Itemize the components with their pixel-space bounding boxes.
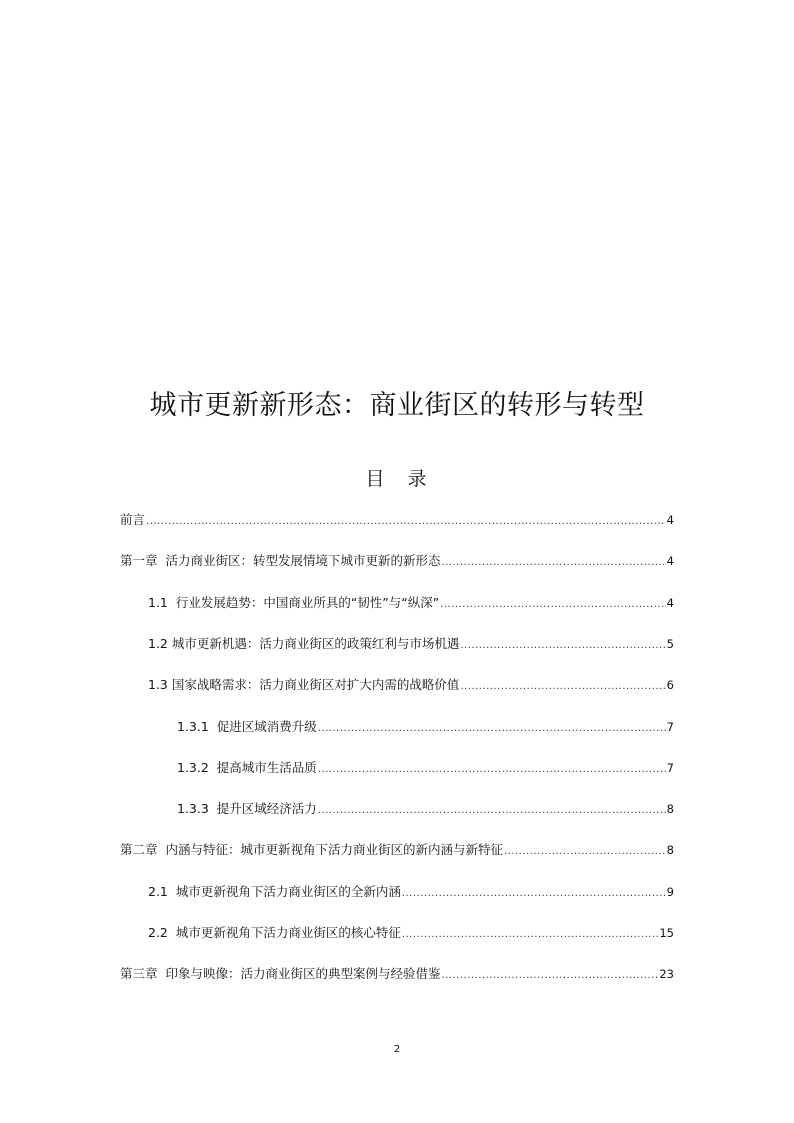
toc-entry-page-number: 4 (666, 596, 674, 610)
toc-entry[interactable] (120, 962, 674, 986)
toc-dot-leader (318, 717, 666, 741)
toc-dot-leader (441, 551, 665, 575)
toc-dot-leader (402, 882, 666, 906)
toc-heading: 目 录 (365, 468, 429, 490)
toc-entry[interactable] (148, 880, 674, 904)
toc-dot-leader (504, 840, 666, 864)
toc-entry[interactable] (148, 673, 674, 697)
toc-entry-page-number: 7 (666, 720, 674, 734)
toc-entry[interactable] (120, 549, 674, 573)
toc-entry[interactable] (148, 921, 674, 945)
toc-entry-label: 2.2 城市更新视角下活力商业街区的核心特征 (148, 925, 401, 940)
toc-dot-leader (460, 675, 665, 699)
toc-dot-leader (318, 799, 666, 823)
toc-entry-page-number: 15 (659, 926, 674, 940)
toc-entry-page-number: 7 (666, 761, 674, 775)
toc-entry-label: 1.2 城市更新机遇：活力商业街区的政策红利与市场机遇 (148, 636, 460, 651)
toc-entry-page-number: 4 (666, 513, 674, 527)
toc-entry[interactable] (177, 797, 674, 821)
toc-entry-page-number: 9 (666, 885, 674, 899)
toc-entry-page-number: 4 (666, 554, 674, 568)
toc-entry-label: 第一章 活力商业街区：转型发展情境下城市更新的新形态 (120, 553, 441, 568)
toc-entry[interactable] (177, 715, 674, 739)
toc-dot-leader (440, 593, 665, 617)
toc-entry-label: 前言 (120, 512, 146, 527)
toc-entry-label: 1.3.1 促进区域消费升级 (177, 719, 317, 734)
toc-entry[interactable] (177, 756, 674, 780)
toc-entry[interactable] (148, 591, 674, 615)
toc-entry[interactable] (120, 838, 674, 862)
toc-entry-label: 第二章 内涵与特征：城市更新视角下活力商业街区的新内涵与新特征 (120, 842, 503, 857)
toc-entry[interactable] (120, 508, 674, 532)
toc-entry[interactable] (148, 632, 674, 656)
toc-entry-page-number: 6 (666, 678, 674, 692)
document-title: 城市更新新形态：商业街区的转形与转型 (149, 390, 645, 421)
toc-dot-leader (318, 758, 666, 782)
toc-entry-label: 1.3.3 提升区域经济活力 (177, 801, 317, 816)
toc-entry-page-number: 8 (666, 843, 674, 857)
toc-entry-page-number: 8 (666, 802, 674, 816)
toc-entry-page-number: 23 (659, 967, 674, 981)
toc-entry-label: 第三章 印象与映像：活力商业街区的典型案例与经验借鉴 (120, 966, 441, 981)
toc-dot-leader (146, 510, 666, 534)
page-number: 2 (393, 1044, 401, 1055)
toc-entry-label: 1.3 国家战略需求：活力商业街区对扩大内需的战略价值 (148, 677, 460, 692)
toc-dot-leader (402, 923, 659, 947)
toc-entry-label: 1.1 行业发展趋势：中国商业所具的“韧性”与“纵深” (148, 595, 440, 610)
toc-entry-label: 2.1 城市更新视角下活力商业街区的全新内涵 (148, 884, 401, 899)
toc-entry-page-number: 5 (666, 637, 674, 651)
toc-dot-leader (441, 964, 658, 988)
toc-entry-label: 1.3.2 提高城市生活品质 (177, 760, 317, 775)
toc-dot-leader (460, 634, 665, 658)
